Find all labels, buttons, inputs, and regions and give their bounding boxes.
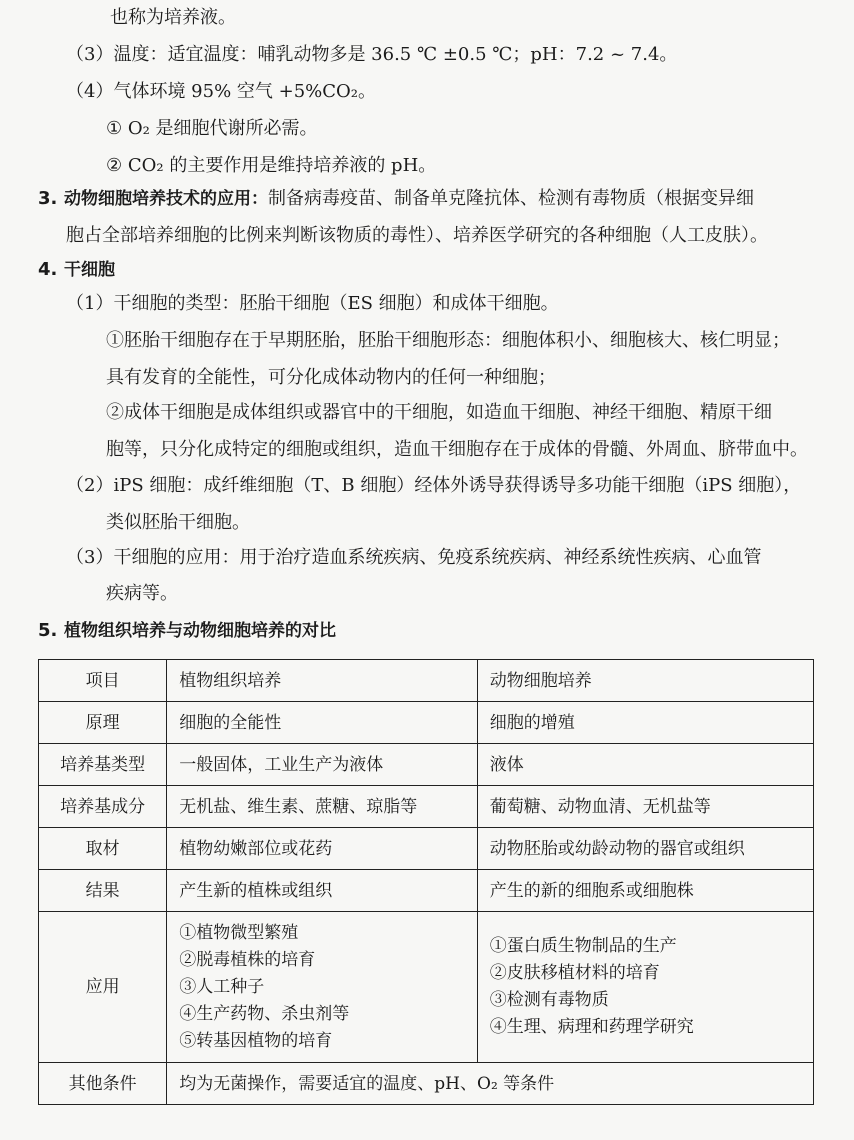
table-cell: 一般固体，工业生产为液体 <box>167 744 477 786</box>
section-4-heading <box>38 258 115 282</box>
table-cell: 葡萄糖、动物血清、无机盐等 <box>477 786 813 828</box>
text-line: 疾病等。 <box>106 583 178 604</box>
text-line: （4）气体环境 95% 空气 +5%CO₂。 <box>66 81 377 102</box>
text-line: （2）iPS 细胞：成纤维细胞（T、B 细胞）经体外诱导获得诱导多功能干细胞（iPS 细胞）， <box>66 475 802 496</box>
table-row <box>39 702 814 744</box>
table-cell: 其他条件 <box>39 1063 167 1105</box>
table-cell: 动物胚胎或幼龄动物的器官或组织 <box>477 828 813 870</box>
table-cell: 均为无菌操作，需要适宜的温度、pH、O₂ 等条件 <box>167 1063 814 1105</box>
text-line: 也称为培养液。 <box>110 7 236 28</box>
plant-application-cell <box>167 912 477 1063</box>
text-line: 胞占全部培养细胞的比例来判断该物质的毒性）、培养医学研究的各种细胞（人工皮肤）。 <box>66 225 768 246</box>
list-item: ⑤转基因植物的培育 <box>179 1030 333 1051</box>
table-header-cell: 植物组织培养 <box>167 660 477 702</box>
table-row <box>39 870 814 912</box>
text-line: （3）干细胞的应用：用于治疗造血系统疾病、免疫系统疾病、神经系统性疾病、心血管 <box>66 547 762 568</box>
comparison-table <box>38 659 814 1105</box>
section-title: 干细胞 <box>64 260 115 280</box>
section-number: 3. <box>38 188 58 209</box>
table-cell: 结果 <box>39 870 167 912</box>
table-row-application <box>39 912 814 1063</box>
list-item: ②皮肤移植材料的培育 <box>489 963 660 983</box>
table-cell: 植物幼嫩部位或花药 <box>167 828 477 870</box>
table-row <box>39 828 814 870</box>
table-cell: 无机盐、维生素、蔗糖、琼脂等 <box>167 786 477 828</box>
text-line: （1）干细胞的类型：胚胎干细胞（ES 细胞）和成体干细胞。 <box>66 293 559 314</box>
section-text: 制备病毒疫苗、制备单克隆抗体、检测有毒物质（根据变异细 <box>268 188 754 209</box>
table-cell: 产生新的植株或组织 <box>167 870 477 912</box>
section-5-heading <box>38 619 336 643</box>
text-line: ②成体干细胞是成体组织或器官中的干细胞，如造血干细胞、神经干细胞、精原干细 <box>106 402 772 423</box>
text-line: 胞等，只分化成特定的细胞或组织，造血干细胞存在于成体的骨髓、外周血、脐带血中。 <box>106 439 808 460</box>
list-item: ④生产药物、杀虫剂等 <box>179 1003 350 1024</box>
list-item: ②脱毒植株的培育 <box>179 949 316 970</box>
animal-application-cell <box>477 912 813 1063</box>
section-title: 植物组织培养与动物细胞培养的对比 <box>64 621 336 641</box>
list-item: ①植物微型繁殖 <box>179 922 299 943</box>
list-item: ③人工种子 <box>179 976 265 997</box>
table-cell: 培养基类型 <box>39 744 167 786</box>
table-header-cell: 项目 <box>39 660 167 702</box>
text-line: ② CO₂ 的主要作用是维持培养液的 pH。 <box>106 155 437 176</box>
table-cell: 培养基成分 <box>39 786 167 828</box>
text-line: ①胚胎干细胞存在于早期胚胎，胚胎干细胞形态：细胞体积小、细胞核大、核仁明显； <box>106 330 790 351</box>
table-row <box>39 1063 814 1105</box>
table-cell: 细胞的增殖 <box>477 702 813 744</box>
list-item: ③检测有毒物质 <box>489 990 609 1010</box>
table-cell: 取材 <box>39 828 167 870</box>
section-3-heading <box>38 187 754 211</box>
table-cell: 应用 <box>39 912 167 1063</box>
table-header-cell: 动物细胞培养 <box>477 660 813 702</box>
table-cell: 产生的新的细胞系或细胞株 <box>477 870 813 912</box>
table-cell: 细胞的全能性 <box>167 702 477 744</box>
section-number: 4. <box>38 259 58 280</box>
text-line: （3）温度：适宜温度：哺乳动物多是 36.5 ℃ ±0.5 ℃；pH：7.2 ~ 7.4。 <box>66 44 678 65</box>
text-line: 类似胚胎干细胞。 <box>106 512 250 533</box>
text-line: ① O₂ 是细胞代谢所必需。 <box>106 118 318 139</box>
list-item: ④生理、病理和药理学研究 <box>489 1017 694 1037</box>
list-item: ①蛋白质生物制品的生产 <box>489 936 677 956</box>
table-row <box>39 786 814 828</box>
section-number: 5. <box>38 620 58 641</box>
table-cell: 液体 <box>477 744 813 786</box>
table-row <box>39 744 814 786</box>
section-title: 动物细胞培养技术的应用： <box>64 189 268 209</box>
table-header-row <box>39 660 814 702</box>
text-line: 具有发育的全能性，可分化成体动物内的任何一种细胞； <box>106 367 556 388</box>
table-cell: 原理 <box>39 702 167 744</box>
